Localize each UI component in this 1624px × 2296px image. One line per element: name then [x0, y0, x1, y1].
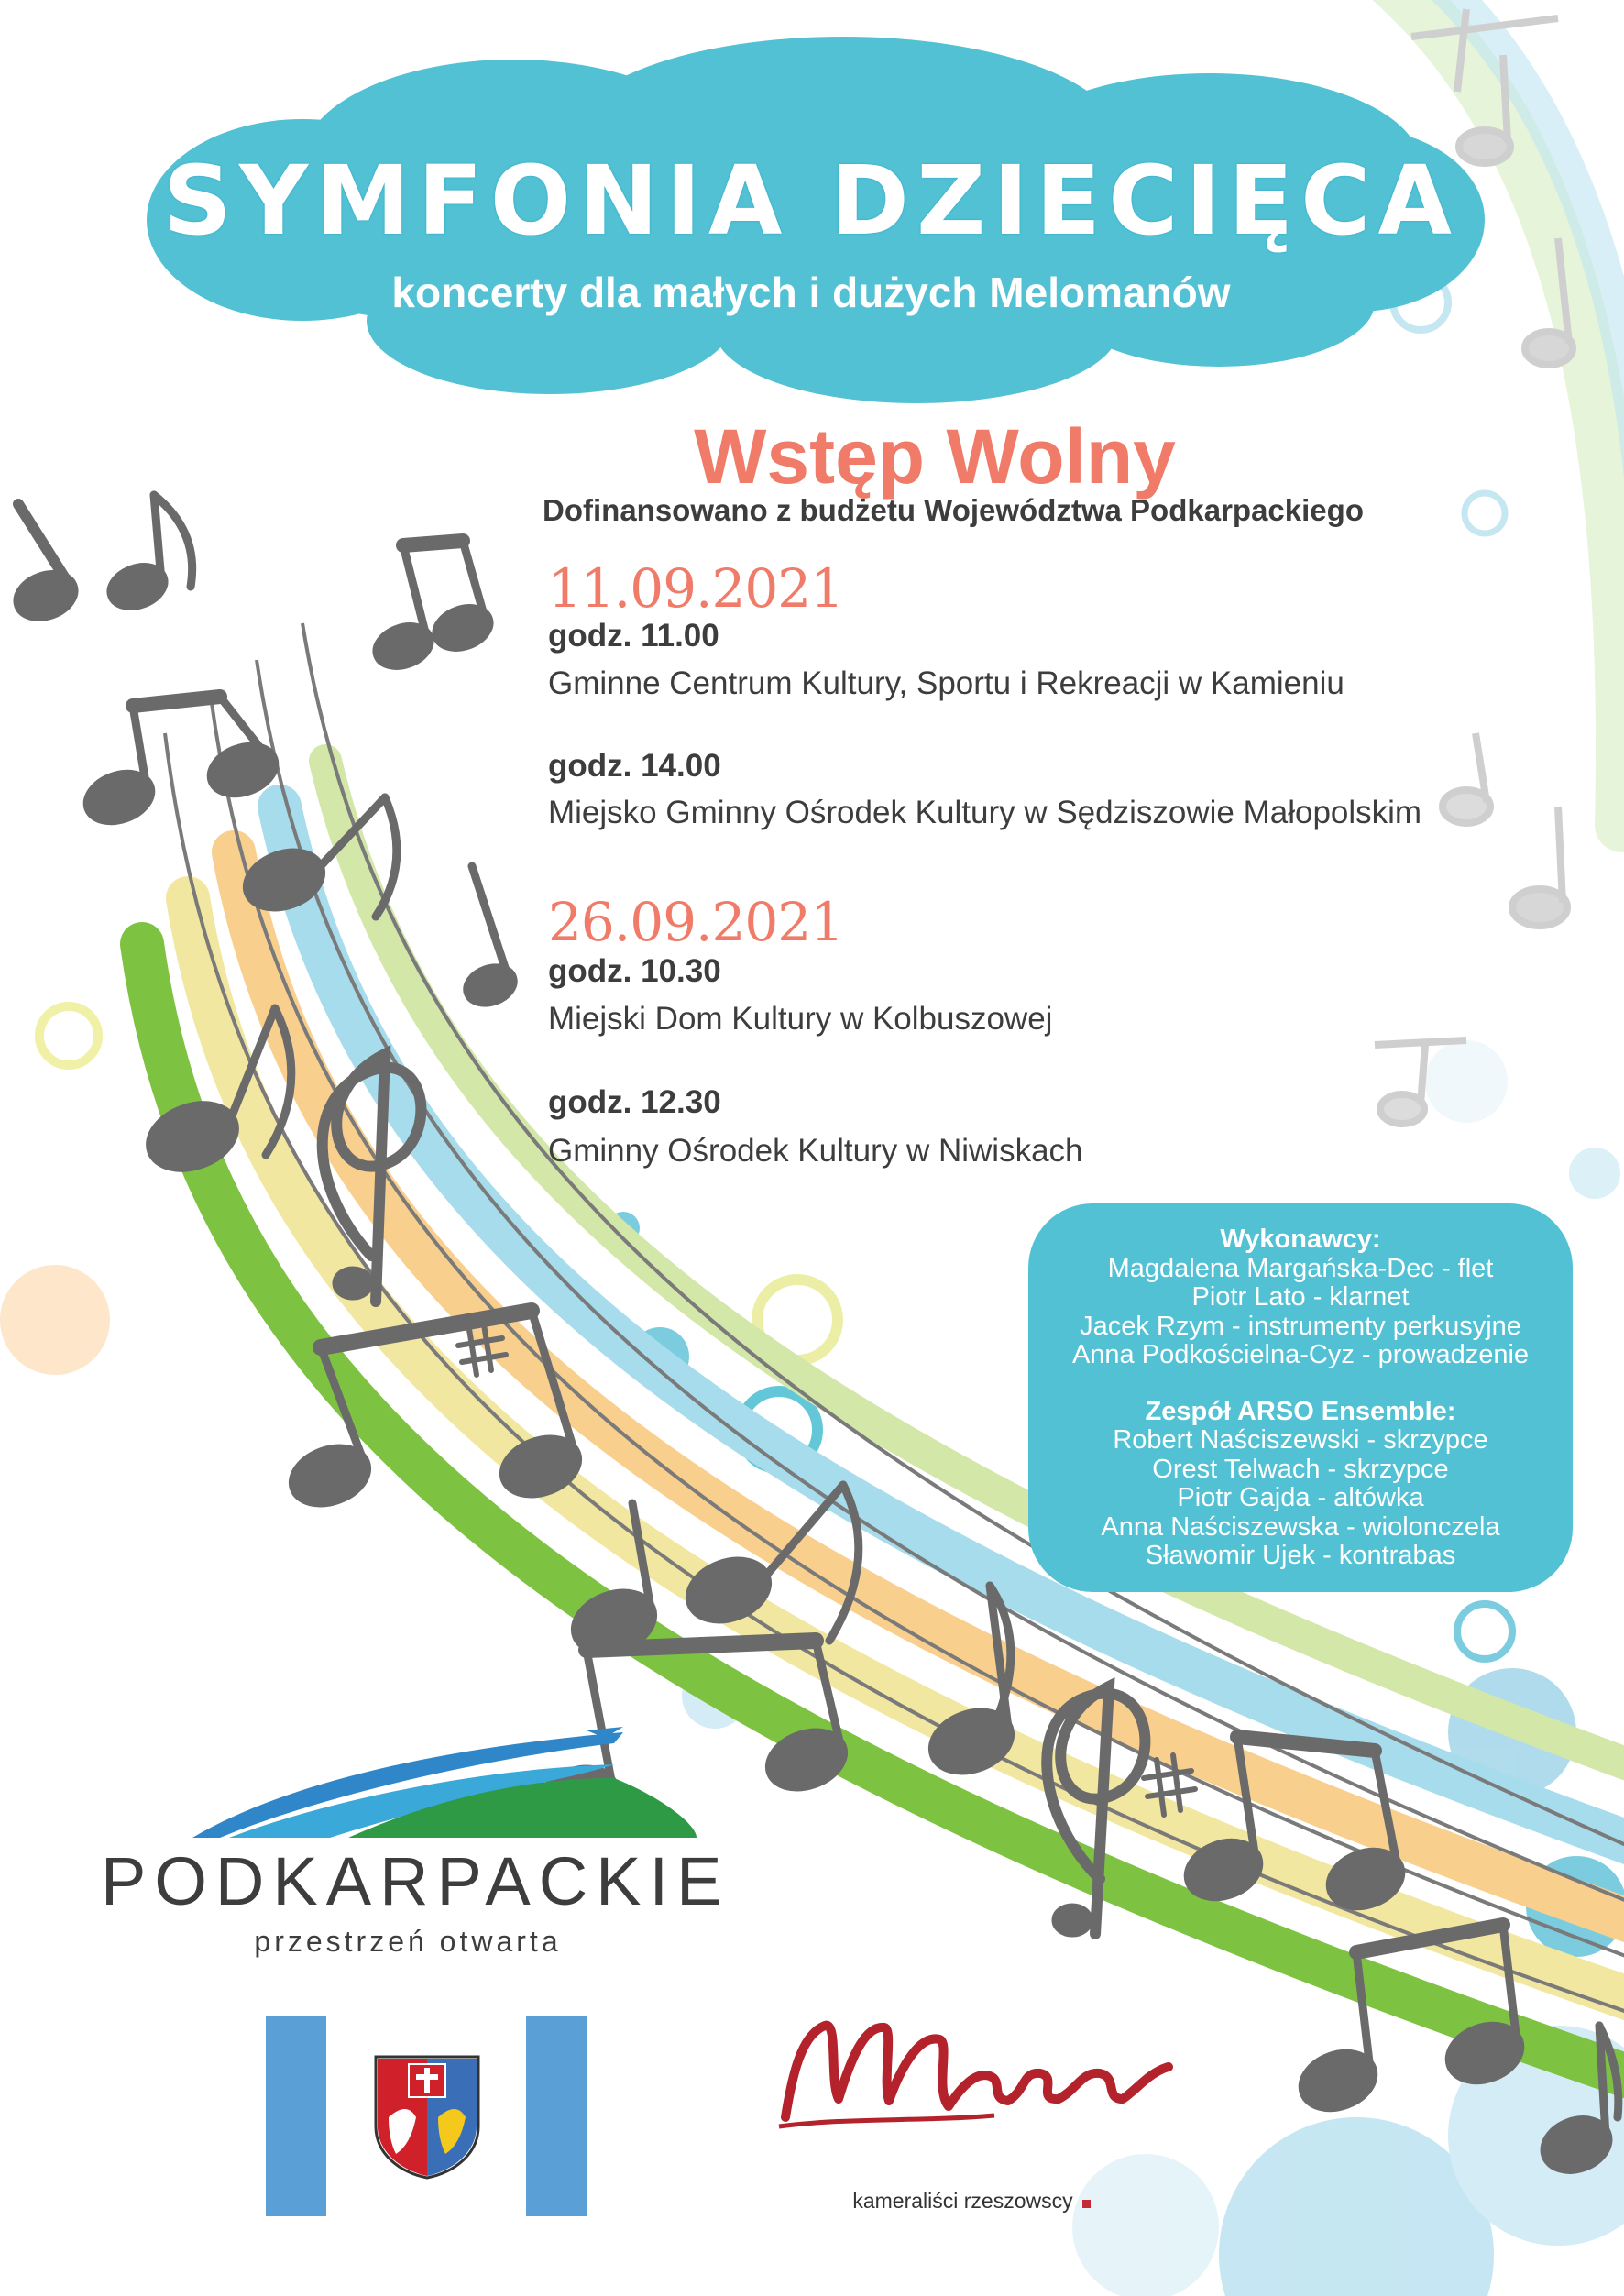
musicus-red-square-icon — [1082, 2200, 1091, 2208]
flag-stripe-right — [526, 2016, 587, 2216]
concert-date: 26.09.2021 — [548, 891, 844, 953]
poster-title: SYMFONIA DZIECIĘCA — [163, 145, 1459, 257]
event-venue: Gminne Centrum Kultury, Sportu i Rekreacji w Kamieniu — [548, 665, 1344, 701]
musicus-logo — [774, 1998, 1178, 2145]
flag-stripe-left — [266, 2016, 326, 2216]
event-time: godz. 11.00 — [548, 618, 719, 654]
poster-subtitle: koncerty dla małych i dużych Melomanów — [391, 269, 1231, 316]
performers-box — [1028, 1203, 1573, 1592]
funding-note: Dofinansowano z budżetu Województwa Podkarpackiego — [543, 493, 1364, 527]
podkarpackie-swoosh-logo — [183, 1723, 697, 1851]
ensemble-member-line: Sławomir Ujek - kontrabas — [1145, 1541, 1456, 1570]
performer-line: Magdalena Margańska-Dec - flet — [1107, 1253, 1494, 1283]
musicus-caption-text: kameraliści rzeszowscy — [852, 2189, 1073, 2213]
ensemble-member-line: Orest Telwach - skrzypce — [1152, 1454, 1449, 1484]
event-venue: Miejski Dom Kultury w Kolbuszowej — [548, 1001, 1053, 1037]
event-time: godz. 14.00 — [548, 748, 721, 784]
event-venue: Gminny Ośrodek Kultury w Niwiskach — [548, 1133, 1083, 1169]
performer-line: Anna Podkościelna-Cyz - prowadzenie — [1071, 1340, 1530, 1369]
ensemble-header: Zespół ARSO Ensemble: — [1145, 1396, 1456, 1426]
ensemble-member-line: Piotr Gajda - altówka — [1177, 1483, 1424, 1512]
event-time: godz. 10.30 — [548, 953, 721, 989]
musicus-caption — [779, 2189, 1164, 2214]
podkarpackie-logo-text: PODKARPACKIE — [101, 1843, 730, 1919]
performer-line: Piotr Lato - klarnet — [1191, 1282, 1410, 1312]
concert-date: 11.09.2021 — [548, 557, 844, 620]
performers-header: Wykonawcy: — [1220, 1225, 1381, 1254]
event-time: godz. 12.30 — [548, 1084, 721, 1120]
ensemble-member-line: Robert Naściszewski - skrzypce — [1113, 1425, 1488, 1455]
performer-line: Jacek Rzym - instrumenty perkusyjne — [1080, 1311, 1521, 1341]
event-venue: Miejsko Gminny Ośrodek Kultury w Sędziszowie Małopolskim — [548, 795, 1422, 830]
performers-spacer — [1028, 1370, 1573, 1398]
coat-of-arms-icon — [372, 2053, 482, 2181]
free-admission-heading: Wstęp Wolny — [694, 413, 1176, 500]
podkarpackie-tagline: przestrzeń otwarta — [254, 1925, 562, 1958]
ensemble-member-line: Anna Naściszewska - wiolonczela — [1101, 1511, 1500, 1542]
